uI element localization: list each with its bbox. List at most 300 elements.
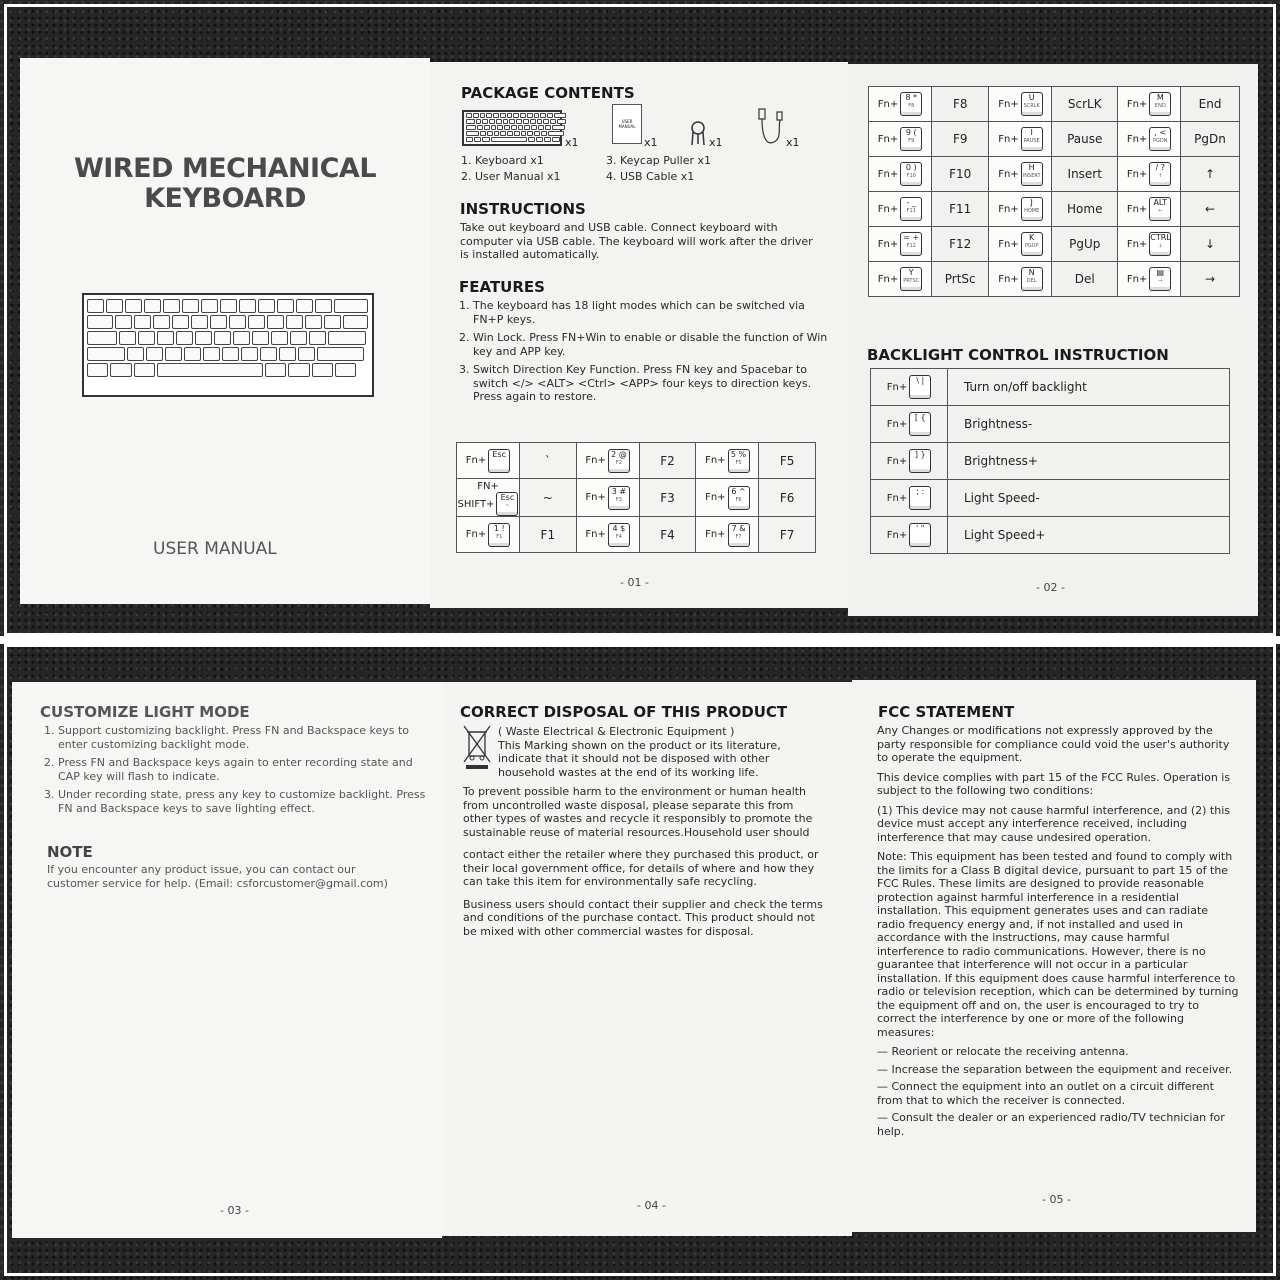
keycap-label: - _ bbox=[906, 198, 916, 207]
fn-key-combo bbox=[871, 443, 948, 480]
keyboard-key bbox=[503, 119, 509, 124]
table-row bbox=[871, 369, 1230, 406]
fn-prefix: Fn+ bbox=[585, 492, 606, 503]
user-manual-label: USER MANUAL bbox=[153, 539, 277, 559]
table-row bbox=[457, 479, 816, 517]
keyboard-key bbox=[277, 299, 294, 313]
keycap-label: \ | bbox=[916, 376, 925, 385]
keyboard-key bbox=[550, 119, 556, 124]
keyboard-key bbox=[195, 331, 212, 345]
backlight-action: Light Speed+ bbox=[948, 517, 1230, 554]
keyboard-key bbox=[500, 113, 506, 118]
keyboard-row bbox=[466, 113, 558, 118]
keycap-label: 1 ! bbox=[493, 523, 505, 533]
fn-result: End bbox=[1181, 87, 1240, 122]
table-row bbox=[871, 443, 1230, 480]
note-heading: NOTE bbox=[47, 843, 93, 861]
keycap-label: 2 @ bbox=[611, 449, 627, 459]
fn-prefix: Fn+ bbox=[998, 133, 1019, 145]
fn-prefix: Fn+ bbox=[465, 529, 487, 540]
fn-prefix: Fn+ bbox=[877, 273, 899, 285]
keyboard-key bbox=[328, 331, 366, 345]
keyboard-key bbox=[540, 113, 546, 118]
fn-key-combo bbox=[869, 87, 932, 122]
fn-prefix: Fn+ bbox=[1126, 98, 1148, 110]
page-05-panel bbox=[852, 680, 1256, 1232]
fn-result: Home bbox=[1052, 192, 1118, 227]
fn-result: ↓ bbox=[1181, 227, 1240, 262]
fn-result: F9 bbox=[932, 122, 989, 157]
usb-cable-icon bbox=[756, 106, 786, 150]
fn-key-combo bbox=[869, 262, 932, 297]
keyboard-row bbox=[87, 315, 369, 329]
fn-result: F8 bbox=[932, 87, 989, 122]
feature-item: 1. The keyboard has 18 light modes which can be switched via FN+P keys. bbox=[473, 299, 828, 326]
fcc-para-2: This device complies with part 15 of the FCC Rules. Operation is subject to the following two conditions: bbox=[877, 770, 1231, 797]
fn-key-combo bbox=[869, 157, 932, 192]
table-row bbox=[871, 480, 1230, 517]
keyboard-key bbox=[110, 363, 131, 377]
keyboard-key bbox=[201, 299, 218, 313]
keyboard-key bbox=[480, 131, 486, 136]
keyboard-key bbox=[484, 125, 490, 130]
keycap-icon bbox=[728, 449, 750, 473]
table-row bbox=[457, 517, 816, 553]
fn-prefix: Fn+ bbox=[877, 168, 899, 180]
disposal-para-3: Business users should contact their supplier and check the terms and conditions of the purchase contact. This product should not be mixed with other commercial wastes for disposal. bbox=[463, 897, 823, 938]
keyboard-key bbox=[509, 119, 515, 124]
keyboard-key bbox=[491, 125, 497, 130]
keycap-icon bbox=[909, 523, 931, 547]
keyboard-key bbox=[210, 315, 227, 329]
keycap-label: Esc bbox=[500, 493, 515, 502]
keyboard-key bbox=[536, 137, 543, 142]
manual-thumbnail: USER MANUAL bbox=[612, 104, 642, 144]
keyboard-key bbox=[286, 315, 303, 329]
keyboard-key bbox=[528, 137, 535, 142]
features-list bbox=[460, 299, 828, 409]
keyboard-key bbox=[241, 347, 258, 361]
keycap-icon bbox=[1021, 267, 1043, 291]
package-item-3: 3. Keycap Puller x1 bbox=[606, 154, 712, 167]
table-row bbox=[869, 87, 1240, 122]
fcc-body bbox=[877, 724, 1239, 1138]
keycap-icon bbox=[909, 449, 931, 473]
customize-heading: CUSTOMIZE LIGHT MODE bbox=[40, 703, 250, 721]
keyboard-key bbox=[516, 119, 522, 124]
table-row bbox=[869, 262, 1240, 297]
fn-prefix: Fn+ bbox=[998, 168, 1019, 180]
keyboard-row bbox=[466, 125, 558, 130]
keycap-label: I bbox=[1030, 128, 1033, 137]
keyboard-key bbox=[334, 299, 368, 313]
keycap-sublabel: PGDN bbox=[1153, 138, 1168, 144]
keycap-icon bbox=[608, 523, 630, 547]
fn-result: F5 bbox=[759, 443, 816, 479]
package-item-2: 2. User Manual x1 bbox=[461, 169, 561, 183]
keycap-icon bbox=[1149, 197, 1171, 221]
fn-key-combo bbox=[1118, 87, 1181, 122]
customize-step: 2. Press FN and Backspace keys again to enter recording state and CAP key will flash to indicate. bbox=[58, 756, 430, 783]
keyboard-key bbox=[172, 315, 189, 329]
keycap-label: ' " bbox=[916, 524, 925, 533]
keycap-label: [ { bbox=[914, 413, 926, 422]
keyboard-key bbox=[466, 131, 479, 136]
keyboard-row bbox=[87, 331, 369, 345]
keyboard-key bbox=[544, 137, 551, 142]
page-02-panel bbox=[848, 64, 1258, 616]
fn-result: ↑ bbox=[1181, 157, 1240, 192]
keyboard-key bbox=[317, 347, 364, 361]
fn-key-combo bbox=[696, 517, 759, 553]
keycap-icon bbox=[608, 449, 630, 473]
keyboard-key bbox=[258, 299, 275, 313]
keyboard-key bbox=[115, 315, 132, 329]
fn-result: F1 bbox=[520, 517, 577, 553]
keyboard-key bbox=[531, 125, 537, 130]
fn-key-combo bbox=[871, 369, 948, 406]
keyboard-key bbox=[523, 119, 529, 124]
keycap-icon bbox=[1021, 197, 1043, 221]
fn-prefix: Fn+ bbox=[877, 238, 899, 250]
keyboard-key bbox=[541, 131, 547, 136]
fn-key-combo bbox=[869, 192, 932, 227]
package-qty-1: x1 bbox=[565, 136, 579, 149]
keycap-label: ; : bbox=[916, 487, 925, 496]
page-number-04: - 04 - bbox=[637, 1199, 666, 1212]
keycap-icon bbox=[1021, 232, 1043, 256]
instructions-text: Take out keyboard and USB cable. Connect keyboard with computer via USB cable. The keyboard will work after the driver is installed automatically. bbox=[460, 221, 813, 261]
keycap-label: CTRL bbox=[1150, 233, 1171, 242]
keyboard-key bbox=[305, 315, 322, 329]
page-number-05: - 05 - bbox=[1042, 1193, 1071, 1206]
fn-prefix: Fn+ bbox=[465, 455, 487, 466]
keyboard-key bbox=[537, 119, 543, 124]
keyboard-key bbox=[514, 131, 520, 136]
keycap-sublabel: HOME bbox=[1024, 208, 1040, 214]
keyboard-key bbox=[466, 113, 472, 118]
keyboard-key bbox=[487, 131, 493, 136]
keyboard-key bbox=[288, 363, 309, 377]
keyboard-key bbox=[153, 315, 170, 329]
page-04-panel bbox=[442, 682, 852, 1236]
keyboard-key bbox=[482, 119, 488, 124]
keyboard-key bbox=[144, 299, 161, 313]
keycap-label: ] } bbox=[914, 450, 926, 459]
keyboard-key bbox=[497, 125, 503, 130]
keyboard-key bbox=[527, 113, 533, 118]
keycap-sublabel: ` bbox=[497, 459, 501, 466]
keycap-sublabel: PRTSC bbox=[903, 278, 920, 284]
keyboard-key bbox=[335, 363, 356, 377]
keycap-sublabel: F10 bbox=[906, 173, 916, 179]
keycap-label: H bbox=[1028, 163, 1035, 172]
keyboard-key bbox=[480, 113, 486, 118]
fn-prefix: Fn+ bbox=[705, 455, 726, 466]
note-text: If you encounter any product issue, you can contact our customer service for help. (Email: csforcustomer@gmail.com) bbox=[47, 863, 388, 890]
keycap-sublabel: SCRLK bbox=[1023, 103, 1040, 109]
fn-result: Pause bbox=[1052, 122, 1118, 157]
fn-prefix: Fn+ bbox=[877, 98, 899, 110]
keycap-icon bbox=[900, 267, 922, 291]
keyboard-key bbox=[324, 315, 341, 329]
keyboard-key bbox=[477, 125, 483, 130]
fn-result: F10 bbox=[932, 157, 989, 192]
keyboard-key bbox=[176, 331, 193, 345]
title-line-2: KEYBOARD bbox=[144, 183, 306, 214]
package-heading: PACKAGE CONTENTS bbox=[461, 84, 635, 102]
keyboard-key bbox=[315, 299, 332, 313]
keycap-icon bbox=[1149, 232, 1171, 256]
fn-result: F11 bbox=[932, 192, 989, 227]
keyboard-key bbox=[547, 113, 553, 118]
keyboard-key bbox=[548, 131, 564, 136]
fn-key-combo bbox=[869, 122, 932, 157]
keyboard-key bbox=[146, 347, 163, 361]
keyboard-key bbox=[312, 363, 333, 377]
keyboard-row bbox=[466, 137, 558, 142]
keyboard-key bbox=[220, 299, 237, 313]
keycap-label: 8 * bbox=[905, 93, 918, 102]
keycap-label: 3 # bbox=[611, 486, 627, 496]
keycap-sublabel: F6 bbox=[735, 496, 742, 503]
keyboard-row bbox=[87, 363, 369, 377]
fn-key-combo bbox=[576, 479, 639, 517]
backlight-action: Light Speed- bbox=[948, 480, 1230, 517]
fn-prefix: Fn+ bbox=[1126, 203, 1148, 215]
fn-result: → bbox=[1181, 262, 1240, 297]
keycap-label: Y bbox=[908, 268, 914, 277]
keyboard-key bbox=[157, 331, 174, 345]
page-number-02: - 02 - bbox=[1036, 581, 1065, 594]
fcc-para-3: (1) This device may not cause harmful interference, and (2) this device must accept any interference received, including interference that may cause undesired operation. bbox=[877, 803, 1231, 844]
keycap-sublabel: ← bbox=[1158, 208, 1163, 214]
fn-key-combo bbox=[696, 479, 759, 517]
fn-result: F3 bbox=[639, 479, 696, 517]
disposal-para-2: contact either the retailer where they purchased this product, or their local government office, for details of where and how they can take this item for environmentally safe recycling. bbox=[463, 848, 819, 888]
cover-title bbox=[20, 154, 430, 214]
package-item-1: 1. Keyboard x1 bbox=[461, 154, 544, 167]
keyboard-key bbox=[507, 113, 513, 118]
instructions-heading: INSTRUCTIONS bbox=[460, 200, 586, 218]
backlight-table bbox=[870, 368, 1230, 554]
keycap-icon bbox=[1021, 92, 1043, 116]
fn-key-table-2 bbox=[868, 86, 1240, 297]
keycap-label: ALT bbox=[1153, 198, 1168, 207]
keycap-sublabel: PGUP bbox=[1024, 243, 1039, 249]
keycap-label: 9 ( bbox=[905, 128, 917, 137]
keycap-sublabel: DEL bbox=[1026, 278, 1037, 284]
fn-key-combo bbox=[1118, 157, 1181, 192]
fn-prefix: Fn+ bbox=[998, 203, 1019, 215]
keyboard-key bbox=[163, 299, 180, 313]
fn-key-combo bbox=[989, 122, 1052, 157]
fn-key-combo bbox=[696, 443, 759, 479]
keycap-puller-icon bbox=[688, 120, 708, 146]
fn-prefix: Fn+ bbox=[877, 203, 899, 215]
keycap-icon bbox=[1149, 162, 1171, 186]
fn-key-combo bbox=[989, 262, 1052, 297]
feature-item: 2. Win Lock. Press FN+Win to enable or disable the function of Win key and APP key. bbox=[473, 331, 828, 358]
keyboard-key bbox=[182, 299, 199, 313]
fn-key-combo bbox=[989, 192, 1052, 227]
keyboard-key bbox=[87, 363, 108, 377]
keycap-sublabel: PAUSE bbox=[1023, 138, 1040, 144]
keyboard-row bbox=[466, 131, 558, 136]
fn-result: ` bbox=[520, 443, 577, 479]
fn-prefix: Fn+ bbox=[886, 455, 908, 467]
fn-result: ~ bbox=[520, 479, 577, 517]
keycap-label: , < bbox=[1154, 128, 1167, 137]
fn-key-combo bbox=[576, 517, 639, 553]
fn-prefix: Fn+ bbox=[1126, 238, 1148, 250]
backlight-heading: BACKLIGHT CONTROL INSTRUCTION bbox=[867, 346, 1169, 364]
keyboard-key bbox=[309, 331, 326, 345]
backlight-action: Turn on/off backlight bbox=[948, 369, 1230, 406]
fn-result: F7 bbox=[759, 517, 816, 553]
fcc-para-1: Any Changes or modifications not expressly approved by the party responsible for compliance could void the user's authority to operate the equipment. bbox=[877, 724, 1230, 764]
keycap-label: K bbox=[1029, 233, 1035, 242]
weee-line-2: This Marking shown on the product or its literature, indicate that it should not be disposed with other household wastes at the end of its working life. bbox=[498, 738, 781, 779]
table-row bbox=[869, 227, 1240, 262]
keyboard-key bbox=[267, 315, 284, 329]
keyboard-key bbox=[248, 315, 265, 329]
fn-prefix: Fn+ bbox=[998, 238, 1019, 250]
package-list-left bbox=[461, 154, 611, 183]
keyboard-key bbox=[534, 131, 540, 136]
keyboard-key bbox=[203, 347, 220, 361]
fn-prefix: Fn+ bbox=[886, 529, 908, 541]
fn-prefix: Fn+ bbox=[585, 455, 606, 466]
weee-bin-icon bbox=[462, 724, 492, 770]
fn-key-combo bbox=[1118, 262, 1181, 297]
fn-result: Del bbox=[1052, 262, 1118, 297]
keycap-icon bbox=[900, 92, 922, 116]
package-keyboard-icon bbox=[462, 110, 562, 146]
keyboard-illustration bbox=[82, 293, 374, 397]
fcc-para-4: Note: This equipment has been tested and found to comply with the limits for a Class B digital device, pursuant to part 15 of the FCC Rules. These limits are designed to provide reasonable protection against harmful interference in a residential installation. This equipment generates uses and can radiate radio frequency energy and, if not installed and used in accordance with the instructions, may cause harmful interference to radio communications. However, there is no guarantee that interference will not occur in a particular installation. If this equipment does cause harmful interference to radio or television reception, which can be determined by turning the equipment off and on, the user is encouraged to try to correct the interference by one or more of the following measures: bbox=[877, 850, 1239, 1039]
keycap-label: / ? bbox=[1155, 163, 1166, 172]
disposal-para-1: To prevent possible harm to the environment or human health from uncontrolled waste disposal, please separate this from other types of wastes and recycle it responsibly to promote the sustainable reuse of material resources.Household user should bbox=[463, 785, 813, 839]
keycap-icon bbox=[496, 492, 518, 516]
keyboard-key bbox=[494, 131, 500, 136]
keycap-sublabel: ↑ bbox=[1158, 173, 1163, 179]
weee-line-1: ( Waste Electrical & Electronic Equipment ) bbox=[498, 725, 735, 738]
keycap-sublabel: END bbox=[1154, 103, 1166, 109]
page-number-01: - 01 - bbox=[620, 576, 649, 589]
keyboard-key bbox=[504, 125, 510, 130]
keyboard-key bbox=[134, 363, 155, 377]
keycap-sublabel: F1 bbox=[496, 533, 503, 540]
keycap-label: U bbox=[1028, 93, 1035, 102]
keycap-label: Esc bbox=[492, 449, 507, 459]
keyboard-key bbox=[545, 125, 551, 130]
fn-key-combo bbox=[457, 479, 520, 517]
keyboard-key bbox=[134, 315, 151, 329]
keyboard-key bbox=[552, 137, 559, 142]
keyboard-key bbox=[466, 137, 473, 142]
keyboard-key bbox=[343, 315, 369, 329]
fn-key-combo bbox=[871, 517, 948, 554]
package-qty-4: x1 bbox=[786, 136, 800, 149]
keyboard-key bbox=[290, 331, 307, 345]
keyboard-key bbox=[214, 331, 231, 345]
keyboard-key bbox=[524, 125, 530, 130]
disposal-body bbox=[463, 785, 823, 944]
keyboard-key bbox=[474, 137, 481, 142]
keyboard-key bbox=[527, 131, 533, 136]
package-item-4: 4. USB Cable x1 bbox=[606, 169, 695, 183]
package-list-right bbox=[606, 154, 756, 183]
keyboard-key bbox=[87, 315, 113, 329]
keyboard-key bbox=[513, 113, 519, 118]
keyboard-key bbox=[87, 299, 104, 313]
keycap-label: N bbox=[1028, 268, 1035, 277]
keyboard-key bbox=[473, 113, 479, 118]
keycap-icon bbox=[900, 127, 922, 151]
fn-prefix: Fn+ bbox=[1126, 273, 1148, 285]
keycap-sublabel: F2 bbox=[615, 459, 622, 466]
keyboard-key bbox=[543, 119, 549, 124]
keyboard-key bbox=[518, 125, 524, 130]
cover-panel bbox=[20, 58, 430, 604]
keyboard-key bbox=[530, 119, 536, 124]
package-qty-2: x1 bbox=[644, 136, 658, 149]
keycap-label: 6 ^ bbox=[731, 486, 746, 496]
package-qty-3: x1 bbox=[709, 136, 723, 149]
keyboard-key bbox=[296, 299, 313, 313]
fn-prefix: Fn+ bbox=[886, 418, 908, 430]
keyboard-key bbox=[520, 113, 526, 118]
keyboard-key bbox=[233, 331, 250, 345]
keyboard-key bbox=[482, 137, 489, 142]
fn-key-combo bbox=[1118, 192, 1181, 227]
fn-result: F2 bbox=[639, 443, 696, 479]
fn-key-combo bbox=[1118, 122, 1181, 157]
keycap-icon bbox=[608, 486, 630, 510]
keyboard-key bbox=[466, 125, 476, 130]
table-row bbox=[869, 192, 1240, 227]
customize-steps bbox=[44, 724, 430, 820]
keycap-sublabel: ↓ bbox=[1158, 243, 1163, 249]
keycap-icon bbox=[1021, 127, 1043, 151]
keyboard-key bbox=[554, 113, 566, 118]
keycap-sublabel: F12 bbox=[906, 243, 916, 249]
page-01-panel bbox=[430, 62, 848, 608]
keyboard-key bbox=[486, 113, 492, 118]
keyboard-key bbox=[491, 137, 527, 142]
keyboard-key bbox=[507, 131, 513, 136]
keyboard-key bbox=[521, 131, 527, 136]
keyboard-key bbox=[119, 331, 136, 345]
fn-key-combo bbox=[989, 227, 1052, 262]
fn-key-combo bbox=[871, 406, 948, 443]
fn-key-combo bbox=[576, 443, 639, 479]
fn-result: PgUp bbox=[1052, 227, 1118, 262]
table-row bbox=[871, 406, 1230, 443]
fn-key-combo bbox=[871, 480, 948, 517]
keycap-label: J bbox=[1030, 198, 1033, 207]
keyboard-key bbox=[106, 299, 123, 313]
weee-text bbox=[498, 725, 798, 779]
keycap-icon bbox=[1149, 127, 1171, 151]
fcc-bullet: — Increase the separation between the equipment and receiver. bbox=[877, 1062, 1233, 1076]
backlight-action: Brightness+ bbox=[948, 443, 1230, 480]
keycap-sublabel: INSERT bbox=[1022, 173, 1041, 179]
fn-result: F12 bbox=[932, 227, 989, 262]
keycap-icon bbox=[900, 162, 922, 186]
fn-result: F4 bbox=[639, 517, 696, 553]
